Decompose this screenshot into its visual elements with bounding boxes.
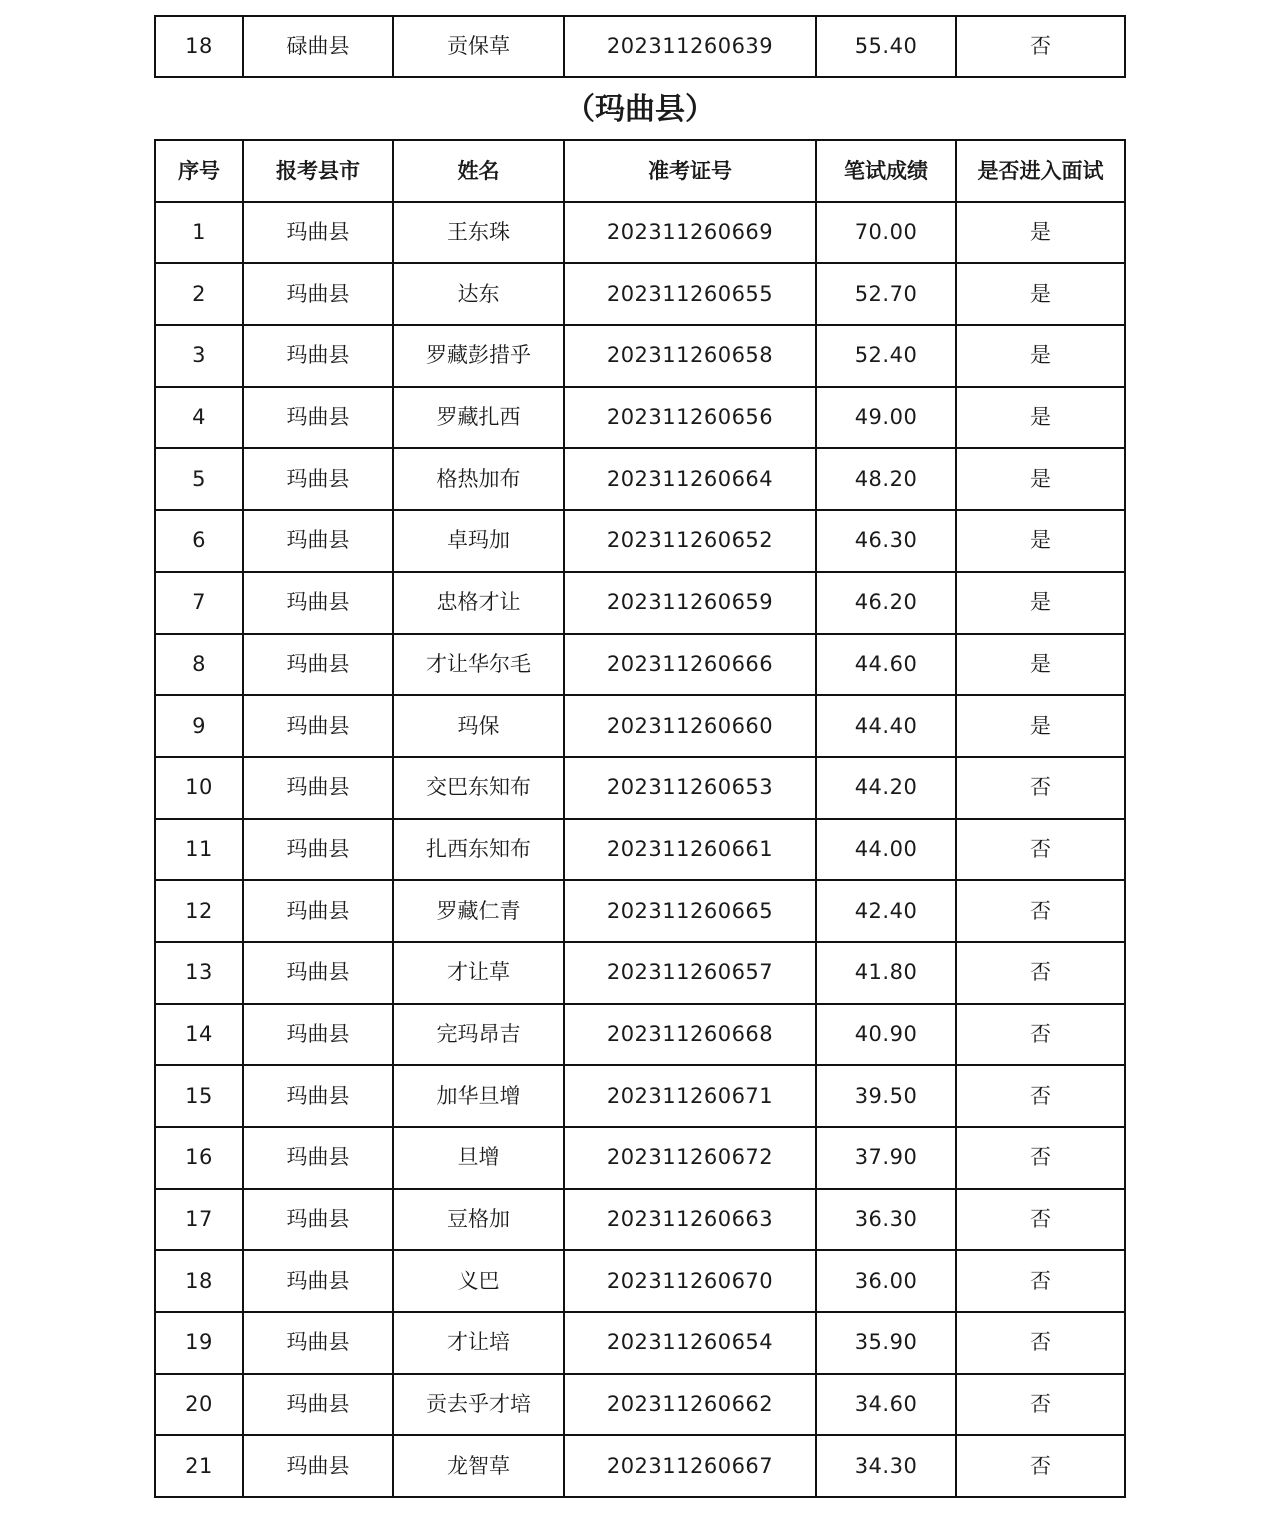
- name-cell: 扎西东知布: [393, 819, 564, 881]
- seq-cell: 11: [155, 819, 243, 881]
- seq-cell: 7: [155, 572, 243, 634]
- name-cell: 旦增: [393, 1127, 564, 1189]
- interview-cell: 是: [956, 263, 1125, 325]
- interview-cell: 否: [956, 1435, 1125, 1497]
- ticket-cell: 202311260671: [564, 1065, 816, 1127]
- table-row: [155, 202, 1125, 264]
- interview-cell: 否: [956, 757, 1125, 819]
- header-score: 笔试成绩: [816, 140, 956, 202]
- table-row: [155, 1065, 1125, 1127]
- county-cell: 玛曲县: [243, 387, 393, 449]
- interview-cell: 否: [956, 819, 1125, 881]
- seq-cell: 15: [155, 1065, 243, 1127]
- table-row: [155, 695, 1125, 757]
- seq-cell: 16: [155, 1127, 243, 1189]
- county-cell: 玛曲县: [243, 880, 393, 942]
- score-cell: 44.00: [816, 819, 956, 881]
- county-cell: 玛曲县: [243, 572, 393, 634]
- county-cell: 玛曲县: [243, 757, 393, 819]
- interview-cell: 否: [956, 1374, 1125, 1436]
- score-cell: 42.40: [816, 880, 956, 942]
- table-row: [155, 510, 1125, 572]
- score-cell: 40.90: [816, 1004, 956, 1066]
- seq-cell: 20: [155, 1374, 243, 1436]
- name-cell: 才让培: [393, 1312, 564, 1374]
- table-row: [155, 263, 1125, 325]
- score-cell: 49.00: [816, 387, 956, 449]
- table-row: [155, 757, 1125, 819]
- previous-county-table: [154, 15, 1126, 78]
- county-cell: 玛曲县: [243, 1004, 393, 1066]
- interview-cell: 否: [956, 1312, 1125, 1374]
- table-row: [155, 880, 1125, 942]
- seq-cell: 1: [155, 202, 243, 264]
- table-row: [155, 1004, 1125, 1066]
- score-cell: 46.30: [816, 510, 956, 572]
- header-row: [155, 140, 1125, 202]
- interview-cell: 否: [956, 1127, 1125, 1189]
- name-cell: 贡去乎才培: [393, 1374, 564, 1436]
- table-row: [155, 819, 1125, 881]
- ticket-cell: 202311260654: [564, 1312, 816, 1374]
- county-cell: 玛曲县: [243, 1250, 393, 1312]
- name-cell: 格热加布: [393, 448, 564, 510]
- ticket-cell: 202311260659: [564, 572, 816, 634]
- county-cell: 玛曲县: [243, 263, 393, 325]
- name-cell: 罗藏仁青: [393, 880, 564, 942]
- ticket-cell: 202311260660: [564, 695, 816, 757]
- table-row: [155, 448, 1125, 510]
- ticket-cell: 202311260656: [564, 387, 816, 449]
- seq-cell: 8: [155, 634, 243, 696]
- ticket-cell: 202311260657: [564, 942, 816, 1004]
- interview-cell: 是: [956, 448, 1125, 510]
- seq-cell: 18: [155, 16, 243, 77]
- county-cell: 玛曲县: [243, 448, 393, 510]
- seq-cell: 21: [155, 1435, 243, 1497]
- seq-cell: 12: [155, 880, 243, 942]
- score-cell: 34.30: [816, 1435, 956, 1497]
- table-row: [155, 1312, 1125, 1374]
- ticket-cell: 202311260662: [564, 1374, 816, 1436]
- name-cell: 罗藏扎西: [393, 387, 564, 449]
- county-cell: 玛曲县: [243, 634, 393, 696]
- ticket-cell: 202311260639: [564, 16, 816, 77]
- table-row: [155, 16, 1125, 77]
- interview-cell: 否: [956, 1250, 1125, 1312]
- name-cell: 才让草: [393, 942, 564, 1004]
- county-cell: 玛曲县: [243, 1189, 393, 1251]
- interview-cell: 否: [956, 16, 1125, 77]
- score-cell: 36.30: [816, 1189, 956, 1251]
- table-row: [155, 1374, 1125, 1436]
- ticket-cell: 202311260666: [564, 634, 816, 696]
- score-cell: 37.90: [816, 1127, 956, 1189]
- table-row: [155, 325, 1125, 387]
- score-cell: 48.20: [816, 448, 956, 510]
- table-row: [155, 634, 1125, 696]
- score-cell: 52.70: [816, 263, 956, 325]
- interview-cell: 否: [956, 1065, 1125, 1127]
- seq-cell: 17: [155, 1189, 243, 1251]
- county-cell: 玛曲县: [243, 325, 393, 387]
- table-row: [155, 1127, 1125, 1189]
- interview-cell: 是: [956, 387, 1125, 449]
- header-ticket: 准考证号: [564, 140, 816, 202]
- ticket-cell: 202311260670: [564, 1250, 816, 1312]
- interview-cell: 是: [956, 202, 1125, 264]
- score-cell: 55.40: [816, 16, 956, 77]
- header-name: 姓名: [393, 140, 564, 202]
- score-cell: 39.50: [816, 1065, 956, 1127]
- county-cell: 玛曲县: [243, 1435, 393, 1497]
- seq-cell: 9: [155, 695, 243, 757]
- seq-cell: 5: [155, 448, 243, 510]
- county-cell: 玛曲县: [243, 695, 393, 757]
- score-cell: 44.60: [816, 634, 956, 696]
- name-cell: 玛保: [393, 695, 564, 757]
- name-cell: 贡保草: [393, 16, 564, 77]
- score-cell: 46.20: [816, 572, 956, 634]
- county-cell: 玛曲县: [243, 1065, 393, 1127]
- name-cell: 卓玛加: [393, 510, 564, 572]
- interview-cell: 否: [956, 1189, 1125, 1251]
- table-row: [155, 942, 1125, 1004]
- score-cell: 44.20: [816, 757, 956, 819]
- seq-cell: 4: [155, 387, 243, 449]
- seq-cell: 3: [155, 325, 243, 387]
- section-title: （玛曲县）: [565, 92, 715, 127]
- county-cell: 玛曲县: [243, 202, 393, 264]
- ticket-cell: 202311260664: [564, 448, 816, 510]
- county-cell: 玛曲县: [243, 1127, 393, 1189]
- table-row: [155, 1250, 1125, 1312]
- name-cell: 龙智草: [393, 1435, 564, 1497]
- score-cell: 52.40: [816, 325, 956, 387]
- results-table: [154, 139, 1126, 1498]
- score-cell: 44.40: [816, 695, 956, 757]
- score-cell: 34.60: [816, 1374, 956, 1436]
- interview-cell: 否: [956, 880, 1125, 942]
- seq-cell: 18: [155, 1250, 243, 1312]
- interview-cell: 是: [956, 325, 1125, 387]
- ticket-cell: 202311260669: [564, 202, 816, 264]
- ticket-cell: 202311260668: [564, 1004, 816, 1066]
- name-cell: 豆格加: [393, 1189, 564, 1251]
- header-county: 报考县市: [243, 140, 393, 202]
- ticket-cell: 202311260661: [564, 819, 816, 881]
- county-cell: 碌曲县: [243, 16, 393, 77]
- county-cell: 玛曲县: [243, 1312, 393, 1374]
- ticket-cell: 202311260667: [564, 1435, 816, 1497]
- table-row: [155, 1189, 1125, 1251]
- ticket-cell: 202311260653: [564, 757, 816, 819]
- table-row: [155, 387, 1125, 449]
- county-cell: 玛曲县: [243, 819, 393, 881]
- interview-cell: 否: [956, 942, 1125, 1004]
- interview-cell: 否: [956, 1004, 1125, 1066]
- header-seq: 序号: [155, 140, 243, 202]
- name-cell: 达东: [393, 263, 564, 325]
- score-cell: 41.80: [816, 942, 956, 1004]
- ticket-cell: 202311260663: [564, 1189, 816, 1251]
- score-cell: 70.00: [816, 202, 956, 264]
- county-cell: 玛曲县: [243, 510, 393, 572]
- name-cell: 王东珠: [393, 202, 564, 264]
- score-cell: 35.90: [816, 1312, 956, 1374]
- county-cell: 玛曲县: [243, 1374, 393, 1436]
- name-cell: 义巴: [393, 1250, 564, 1312]
- name-cell: 交巴东知布: [393, 757, 564, 819]
- interview-cell: 是: [956, 634, 1125, 696]
- table-row: [155, 572, 1125, 634]
- ticket-cell: 202311260665: [564, 880, 816, 942]
- seq-cell: 6: [155, 510, 243, 572]
- header-interview: 是否进入面试: [956, 140, 1125, 202]
- name-cell: 完玛昂吉: [393, 1004, 564, 1066]
- seq-cell: 2: [155, 263, 243, 325]
- name-cell: 忠格才让: [393, 572, 564, 634]
- seq-cell: 19: [155, 1312, 243, 1374]
- county-cell: 玛曲县: [243, 942, 393, 1004]
- score-cell: 36.00: [816, 1250, 956, 1312]
- ticket-cell: 202311260672: [564, 1127, 816, 1189]
- interview-cell: 是: [956, 510, 1125, 572]
- interview-cell: 是: [956, 572, 1125, 634]
- ticket-cell: 202311260658: [564, 325, 816, 387]
- ticket-cell: 202311260655: [564, 263, 816, 325]
- name-cell: 加华旦增: [393, 1065, 564, 1127]
- name-cell: 才让华尔毛: [393, 634, 564, 696]
- seq-cell: 14: [155, 1004, 243, 1066]
- ticket-cell: 202311260652: [564, 510, 816, 572]
- name-cell: 罗藏彭措乎: [393, 325, 564, 387]
- seq-cell: 10: [155, 757, 243, 819]
- interview-cell: 是: [956, 695, 1125, 757]
- seq-cell: 13: [155, 942, 243, 1004]
- table-row: [155, 1435, 1125, 1497]
